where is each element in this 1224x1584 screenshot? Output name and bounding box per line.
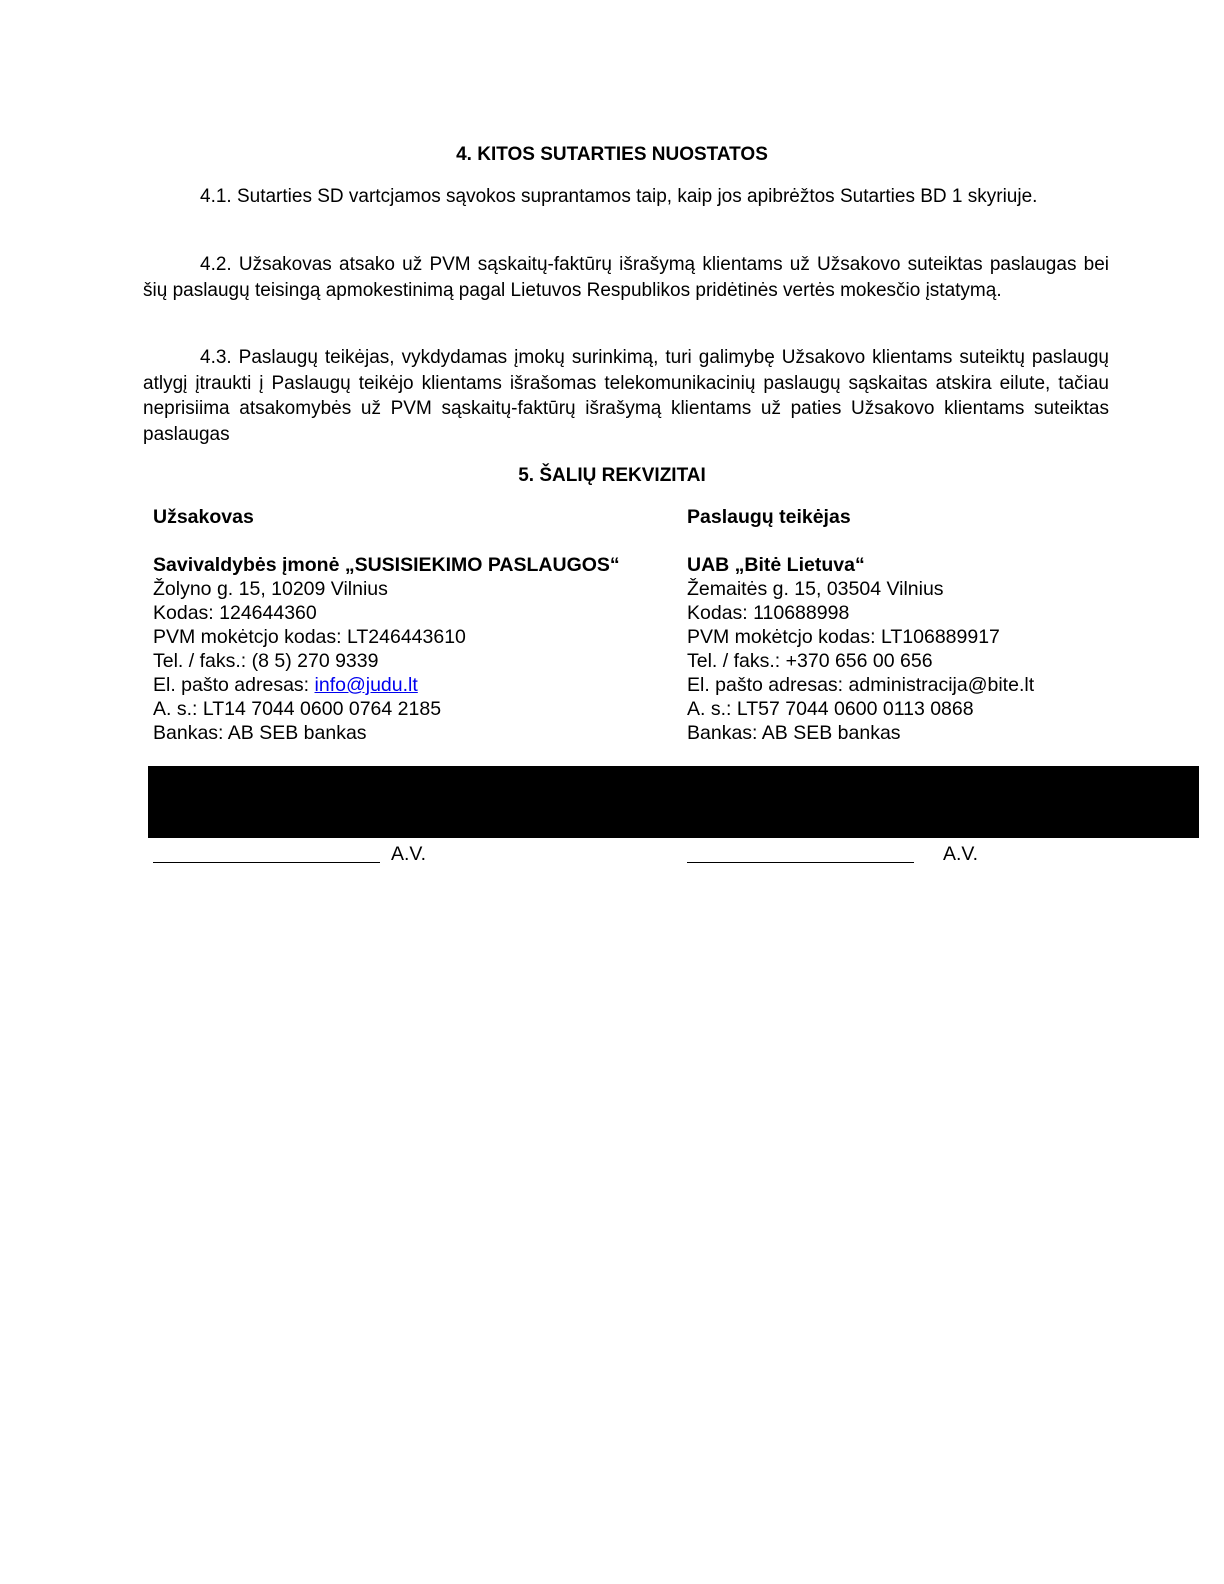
paragraph-4-3-text: 4.3. Paslaugų teikėjas, vykdydamas įmokų surinkimą, turi galimybę Užsakovo klientams suteiktų paslaugų atlygį įtraukti į Paslaugų teikėjo klientams išrašomas telekomunikacinių paslaugų sąskaitas atskira eilute, tačiau neprisiima atsakomybės už PVM sąskaitų-faktūrų išrašymą klientams už paties Užsakovo klientams suteiktas paslaugas — [143, 347, 1109, 445]
provider-email: El. pašto adresas: administracija@bite.lt — [687, 674, 1035, 696]
paragraph-4-3 — [143, 345, 1109, 447]
paragraph-4-1-text: 4.1. Sutarties SD vartcjamos sąvokos suprantamos taip, kaip jos apibrėžtos Sutarties BD 1 skyriuje. — [200, 186, 1038, 207]
client-phone: Tel. / faks.: (8 5) 270 9339 — [153, 650, 379, 672]
provider-vat-code: PVM mokėtcjo kodas: LT106889917 — [687, 626, 1000, 648]
client-role: Užsakovas — [153, 506, 254, 528]
client-account: A. s.: LT14 7044 0600 0764 2185 — [153, 698, 442, 720]
section-5-heading: 5. ŠALIŲ REKVIZITAI — [518, 465, 706, 486]
client-email-row — [153, 673, 673, 697]
client-vat-code: PVM mokėtcjo kodas: LT246443610 — [153, 626, 466, 648]
provider-code: Kodas: 110688998 — [687, 602, 850, 624]
client-email-link[interactable]: info@judu.lt — [314, 674, 418, 696]
provider-phone: Tel. / faks.: +370 656 00 656 — [687, 650, 933, 672]
paragraph-4-2 — [143, 252, 1109, 303]
client-stamp-label: A.V. — [391, 843, 427, 865]
provider-address: Žemaitės g. 15, 03504 Vilnius — [687, 578, 944, 600]
client-email-label: El. pašto adresas: — [153, 674, 315, 696]
paragraph-4-2-text: 4.2. Užsakovas atsako už PVM sąskaitų-faktūrų išrašymą klientams už Užsakovo suteiktas paslaugas bei šių paslaugų teisingą apmokestinimą pagal Lietuvos Respublikos pridėtinės vertės mokesčio įstatymą. — [143, 254, 1109, 301]
client-bank: Bankas: AB SEB bankas — [153, 722, 367, 744]
provider-signature-line — [687, 862, 914, 863]
provider-stamp-label: A.V. — [943, 843, 979, 865]
section-4-heading: 4. KITOS SUTARTIES NUOSTATOS — [456, 144, 768, 165]
paragraph-4-1 — [143, 184, 1109, 210]
provider-details — [687, 505, 1187, 745]
client-signature-line — [153, 862, 380, 863]
client-details — [153, 505, 673, 745]
client-company: Savivaldybės įmonė „SUSISIEKIMO PASLAUGOS“ — [153, 554, 620, 576]
provider-bank: Bankas: AB SEB bankas — [687, 722, 901, 744]
redaction-block — [148, 766, 1199, 838]
provider-company: UAB „Bitė Lietuva“ — [687, 554, 865, 576]
provider-role: Paslaugų teikėjas — [687, 506, 851, 528]
provider-account: A. s.: LT57 7044 0600 0113 0868 — [687, 698, 974, 720]
client-address: Žolyno g. 15, 10209 Vilnius — [153, 578, 388, 600]
client-code: Kodas: 124644360 — [153, 602, 317, 624]
